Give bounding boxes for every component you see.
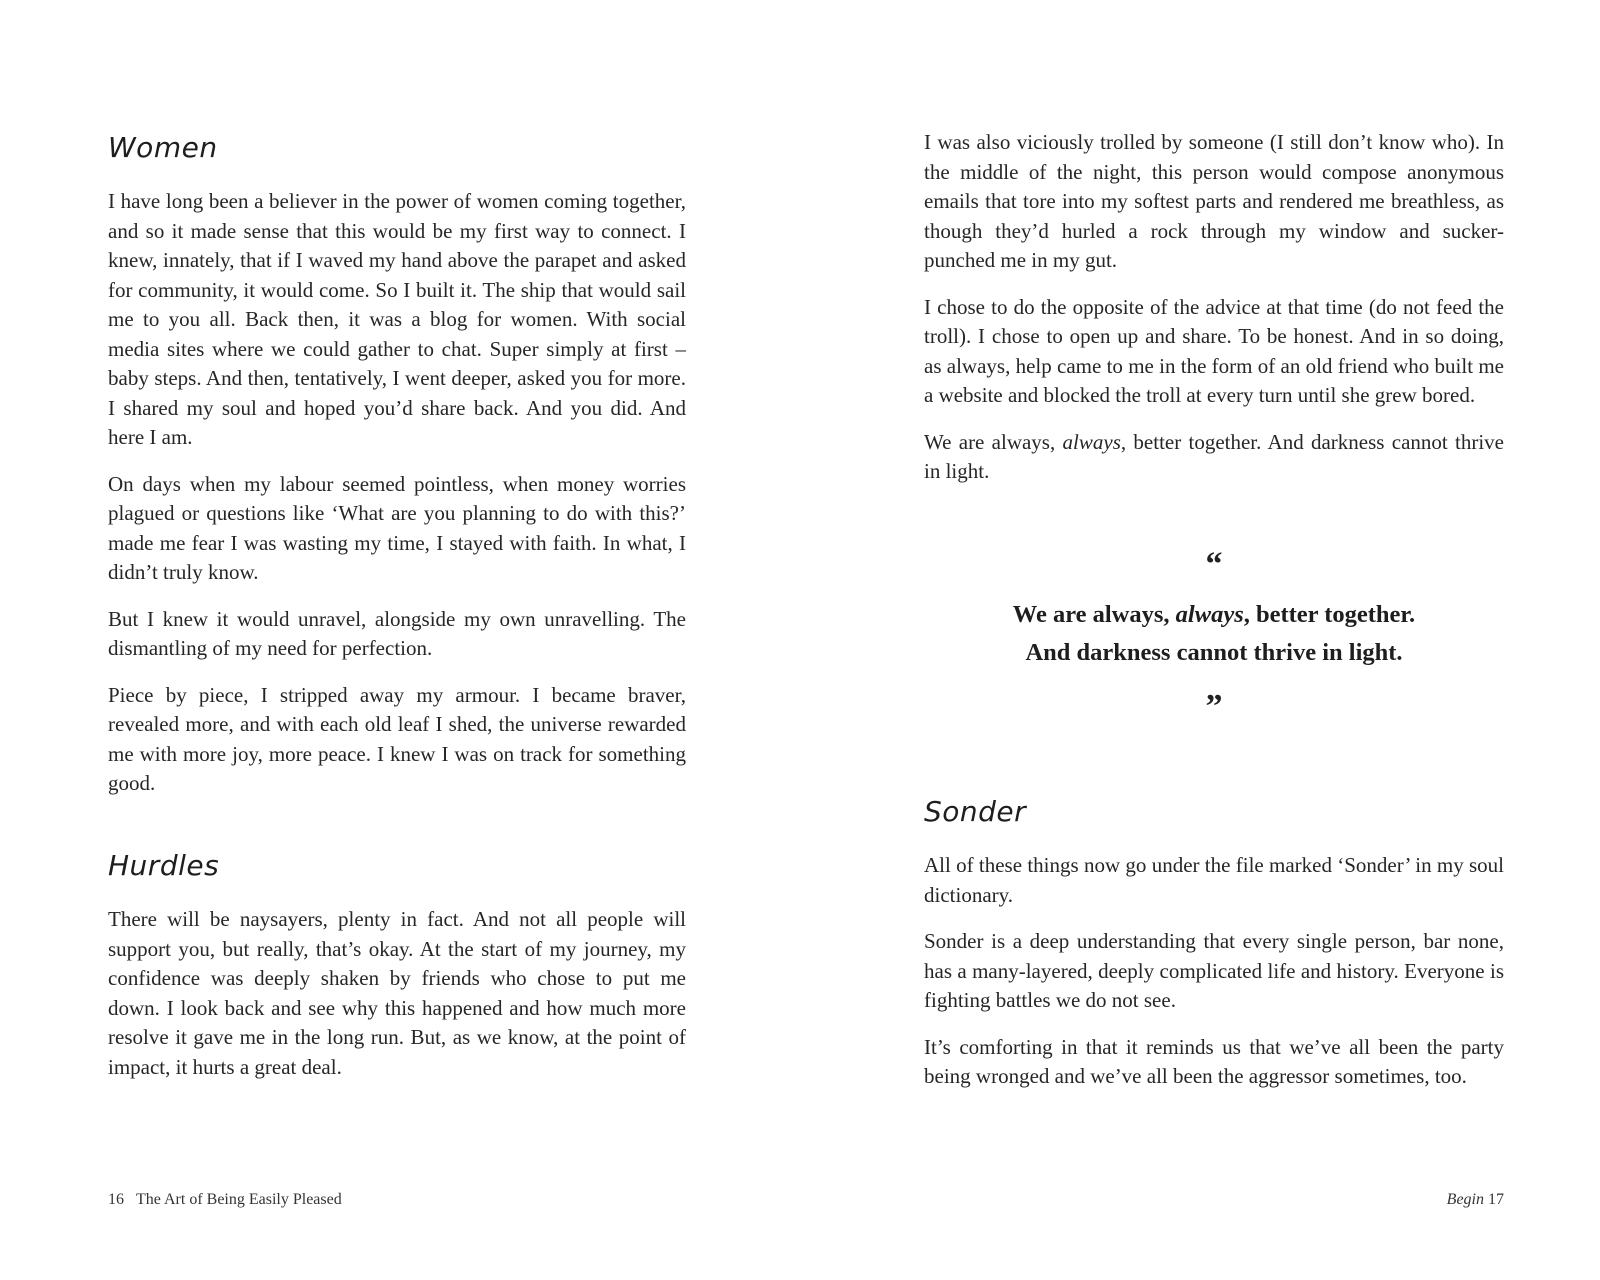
section-heading-sonder: Sonder bbox=[924, 795, 1027, 828]
paragraph: Sonder is a deep understanding that every single person, bar none, has a many-layered, deeply complicated life and history. Everyone is fighting battles we do not see. bbox=[924, 929, 1504, 1012]
page-number: 17 bbox=[1488, 1191, 1504, 1208]
women-section-body bbox=[108, 187, 686, 816]
left-page-footer bbox=[108, 1191, 342, 1209]
sonder-section-body bbox=[924, 851, 1504, 1109]
close-quote-mark: ” bbox=[1205, 688, 1223, 725]
right-page-body-top bbox=[924, 128, 1504, 504]
open-quote-mark: “ bbox=[1205, 546, 1223, 583]
hurdles-section-body bbox=[108, 905, 686, 1099]
paragraph: I was also viciously trolled by someone (I still don’t know who). In the middle of the night, this person would compose anonymous emails that tore into my softest parts and rendered me breathless, as though they’d hurled a rock through my window and sucker-punched me in my gut. bbox=[924, 130, 1504, 272]
pull-quote-line-1: We are always, always, better together. bbox=[1012, 601, 1416, 628]
paragraph: All of these things now go under the file marked ‘Sonder’ in my soul dictionary. bbox=[924, 853, 1504, 907]
pull-quote-text bbox=[924, 596, 1504, 672]
paragraph: It’s comforting in that it reminds us that we’ve all been the party being wronged and we’ve all been the aggressor sometimes, too. bbox=[924, 1034, 1504, 1088]
paragraph-together: We are always, always, better together. And darkness cannot thrive in light. bbox=[924, 429, 1504, 483]
running-head-section: Begin bbox=[1446, 1191, 1484, 1208]
pull-quote-line-2: And darkness cannot thrive in light. bbox=[1025, 639, 1403, 666]
section-heading-hurdles: Hurdles bbox=[108, 849, 220, 882]
left-page bbox=[108, 0, 686, 1280]
paragraph: I chose to do the opposite of the advice at that time (do not feed the troll). I chose to open up and share. To be honest. And in so doing, as always, help came to me in the form of an old friend who built me a website and blocked the troll at every turn until she grew bored. bbox=[924, 294, 1504, 407]
paragraph: There will be naysayers, plenty in fact. And not all people will support you, but really, that’s okay. At the start of my journey, my confidence was deeply shaken by friends who chose to put me down. I look back and see why this happened and how much more resolve it gave me in the long run. But, as we know, at the point of impact, it hurts a great deal. bbox=[108, 907, 686, 1079]
right-page-footer bbox=[1447, 1191, 1504, 1209]
right-page bbox=[924, 0, 1504, 1280]
paragraph: I have long been a believer in the power of women coming together, and so it made sense that this would be my first way to connect. I knew, innately, that if I waved my hand above the parapet and asked for community, it would come. So I built it. The ship that would sail me to you all. Back then, it was a blog for women. With social media sites where we could gather to chat. Super simply at first – baby steps. And then, tentatively, I went deeper, asked you for more. I shared my soul and hoped you’d share back. And you did. And here I am. bbox=[108, 189, 686, 449]
section-heading-women: Women bbox=[108, 131, 218, 164]
running-head-book-title: The Art of Being Easily Pleased bbox=[136, 1191, 342, 1208]
paragraph: Piece by piece, I stripped away my armour. I became braver, revealed more, and with each old leaf I shed, the universe rewarded me with more joy, more peace. I knew I was on track for something good. bbox=[108, 682, 686, 795]
pull-quote bbox=[924, 548, 1504, 724]
paragraph: But I knew it would unravel, alongside my own unravelling. The dismantling of my need for perfection. bbox=[108, 606, 686, 660]
paragraph: On days when my labour seemed pointless, when money worries plagued or questions like ‘What are you planning to do with this?’ made me fear I was wasting my time, I stayed with faith. In what, I didn’t truly know. bbox=[108, 471, 686, 584]
page-number: 16 bbox=[108, 1191, 124, 1208]
